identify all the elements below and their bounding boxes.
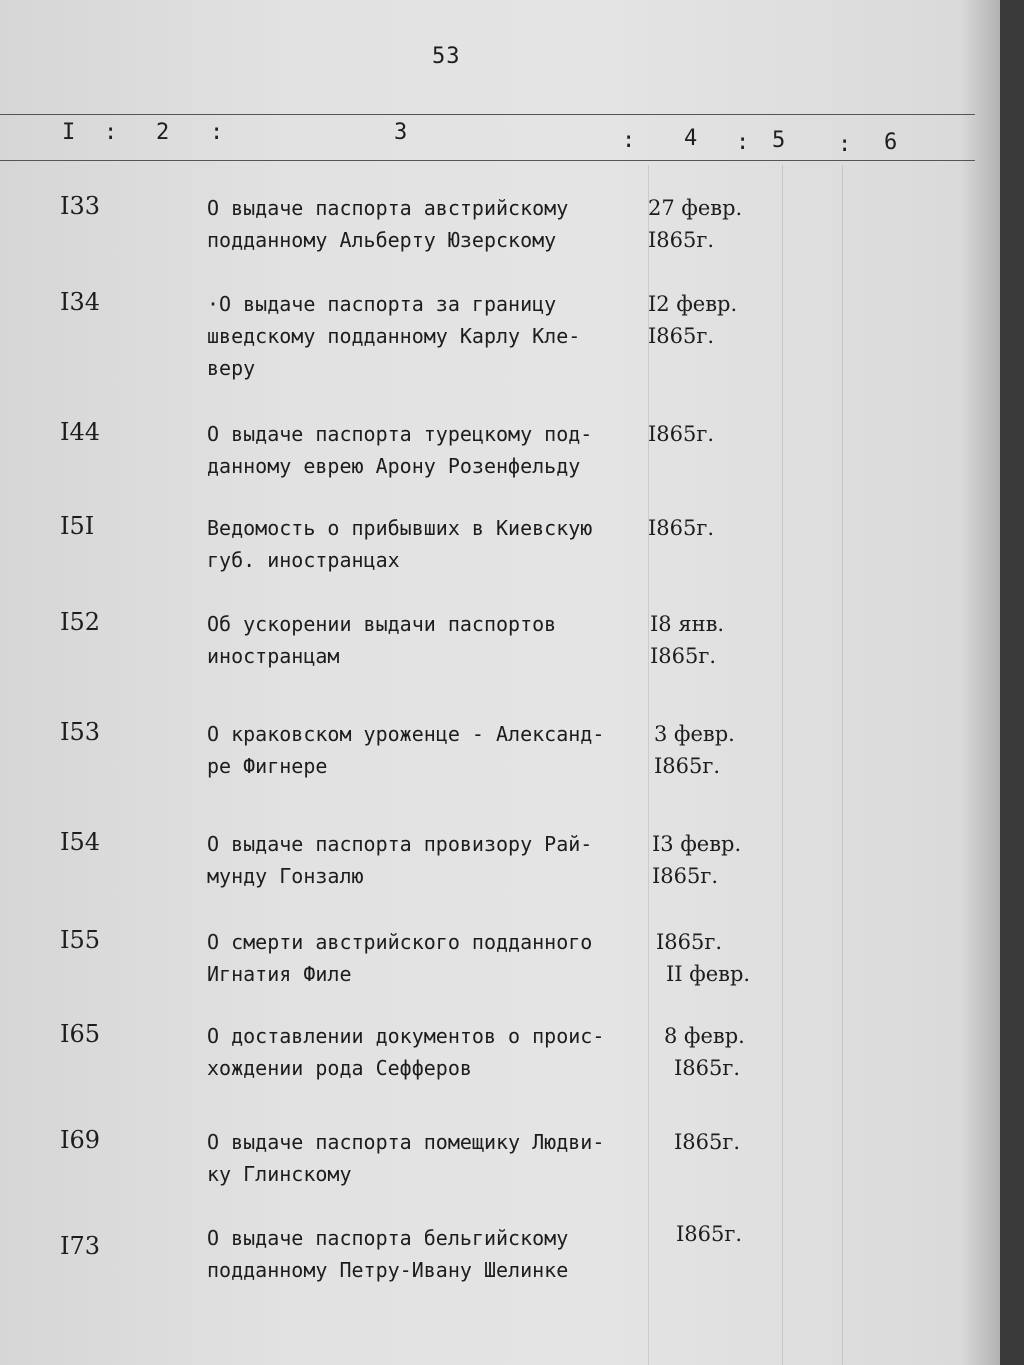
case-number: I69 <box>60 1126 101 1154</box>
case-number: I52 <box>60 608 101 636</box>
case-title: О выдаче паспорта австрийскому подданному Альберту Юзерскому <box>207 196 569 252</box>
case-title: Ведомость о прибывших в Киевскую губ. иностранцах <box>207 516 593 572</box>
column-separator: : <box>210 120 224 145</box>
case-number: I34 <box>60 288 101 316</box>
column-header-3: 3 <box>394 120 408 145</box>
case-date: I865г. II февр. <box>656 930 751 986</box>
column-divider <box>842 165 843 1365</box>
case-date: I865г. <box>648 422 715 446</box>
case-title: О доставлении документов о проис- хождении рода Сефферов <box>207 1024 605 1080</box>
case-title: Об ускорении выдачи паспортов иностранцам <box>207 612 557 668</box>
header-rule-bottom <box>0 160 975 161</box>
case-number: I33 <box>60 192 101 220</box>
case-date: 3 февр. I865г. <box>654 722 735 778</box>
case-number: I54 <box>60 828 101 856</box>
column-separator: : <box>104 120 118 145</box>
case-number: I55 <box>60 926 101 954</box>
column-header-5: 5 <box>772 128 786 153</box>
case-date: 27 февр. I865г. <box>648 196 743 252</box>
column-header-1: I <box>62 120 76 145</box>
case-number: I44 <box>60 418 101 446</box>
case-number: I73 <box>60 1232 101 1260</box>
column-header-6: 6 <box>884 130 898 155</box>
case-title: ·О выдаче паспорта за границу шведскому подданному Карлу Кле- веру <box>207 292 581 380</box>
column-header-4: 4 <box>684 126 698 151</box>
case-title: О выдаче паспорта провизору Рай- мунду Гонзалю <box>207 832 593 888</box>
case-title: О краковском уроженце - Александ- ре Фигнере <box>207 722 605 778</box>
case-number: I5I <box>60 512 95 540</box>
header-rule-top <box>0 114 975 115</box>
case-date: 8 февр. I865г. <box>664 1024 745 1080</box>
case-title: О выдаче паспорта турецкому под- данному еврею Арону Розенфельду <box>207 422 593 478</box>
column-header-2: 2 <box>156 120 170 145</box>
case-number: I65 <box>60 1020 101 1048</box>
case-date: I3 февр. I865г. <box>652 832 742 888</box>
case-title: О выдаче паспорта помещику Людви- ку Глинскому <box>207 1130 605 1186</box>
case-number: I53 <box>60 718 101 746</box>
column-separator: : <box>622 128 636 153</box>
case-title: О выдаче паспорта бельгийскому подданному Петру-Ивану Шелинке <box>207 1226 569 1282</box>
column-separator: : <box>736 130 750 155</box>
case-date: I865г. <box>674 1130 741 1154</box>
case-date: I865г. <box>676 1222 743 1246</box>
case-date: I865г. <box>648 516 715 540</box>
case-date: I8 янв. I865г. <box>650 612 725 668</box>
column-divider <box>782 165 783 1365</box>
page-edge-shadow <box>960 0 1000 1365</box>
page-number: 53 <box>432 44 461 69</box>
case-date: I2 февр. I865г. <box>648 292 738 348</box>
case-title: О смерти австрийского подданного Игнатия Филе <box>207 930 593 986</box>
column-separator: : <box>838 132 852 157</box>
